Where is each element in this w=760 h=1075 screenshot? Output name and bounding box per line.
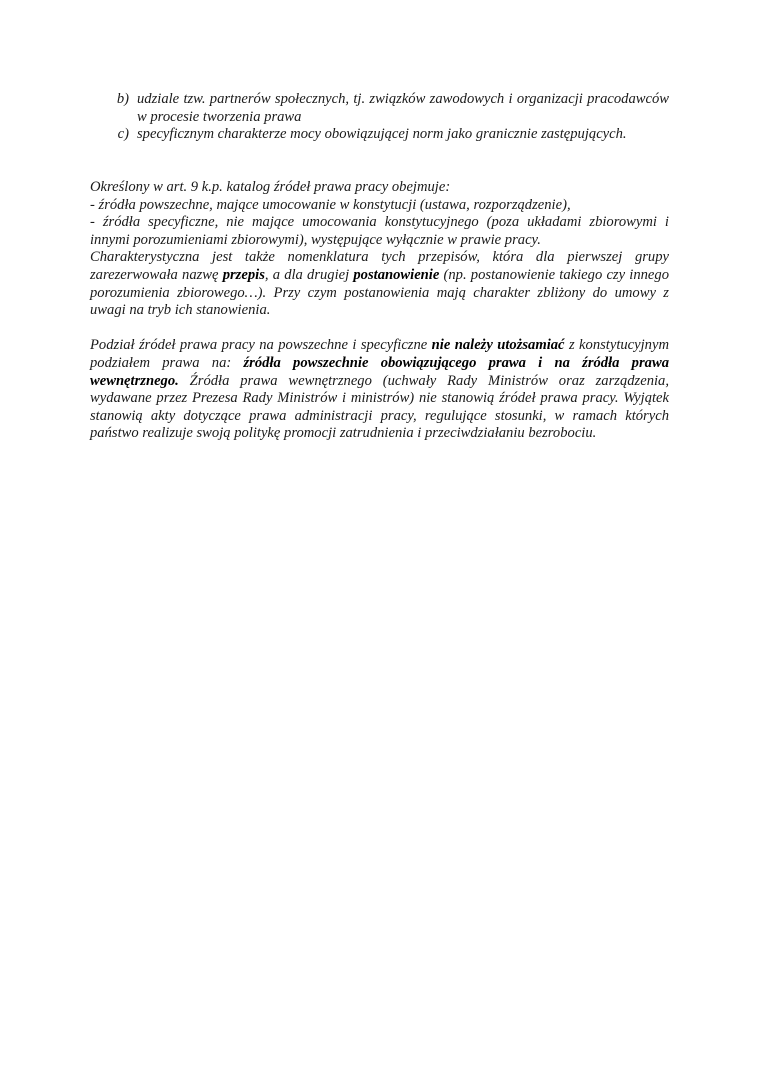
list-marker: c) <box>117 126 129 143</box>
lettered-list <box>90 91 669 144</box>
sources-catalog-paragraph <box>90 179 669 320</box>
term-postanowienie: postanowienie <box>353 266 440 283</box>
general-sources-line: - źródła powszechne, mające umocowanie w konstytucji (ustawa, rozporządzenie), <box>90 196 571 213</box>
list-item-text: udziale tzw. partnerów społecznych, tj. związków zawodowych i organizacji pracodawców w procesie tworzenia prawa <box>137 91 669 125</box>
nomenclature-text <box>90 249 669 319</box>
specific-sources-line: - źródła specyficzne, nie mające umocowania konstytucyjnego (poza układami zbiorowymi i innymi porozumieniami zbiorowymi), występujące wyłącznie w prawie pracy. <box>90 214 669 248</box>
list-marker: b) <box>116 91 129 107</box>
nomenclature-text-c: (np. postanowienie takiego czy innego porozumienia zbiorowego…). Przy czym postanowienia mają charakter zbliżony do umowy z uwagi na tryb ich stanowienia. <box>90 266 669 319</box>
emphasis-not-equate: nie należy utożsamiać <box>431 337 565 354</box>
list-item <box>90 91 669 126</box>
emphasis-law-sources: źródła powszechnie obowiązującego prawa i na źródła prawa wewnętrznego. <box>90 354 669 389</box>
division-paragraph <box>90 337 669 443</box>
nomenclature-text-b: , a dla drugiej <box>264 266 354 283</box>
document-content <box>90 91 669 443</box>
list-item-text: specyficznym charakterze mocy obowiązującej norm jako granicznie zastępujących. <box>137 126 627 143</box>
nomenclature-text-a: Charakterystyczna jest także nomenklatura tych przepisów, która dla pierwszej grupy zarezerwowała nazwę <box>90 249 669 283</box>
paragraph-spacer <box>90 161 669 179</box>
catalog-intro-line: Określony w art. 9 k.p. katalog źródeł prawa pracy obejmuje: <box>90 178 451 195</box>
paragraph-spacer <box>90 320 669 338</box>
division-text-b: z konstytucyjnym podziałem prawa na: <box>90 337 669 371</box>
division-text-c: Źródła prawa wewnętrznego (uchwały Rady Ministrów oraz zarządzenia, wydawane przez Prezesa Rady Ministrów i ministrów) nie stanowią źródeł prawa pracy. Wyjątek stanowią akty dotyczące prawa administracji pracy, regulujące stosunki, w ramach których państwo realizuje swoją politykę promocji zatrudnienia i przeciwdziałaniu bezrobociu. <box>90 372 669 442</box>
list-item <box>90 126 669 144</box>
term-przepis: przepis <box>222 266 265 283</box>
division-text-a: Podział źródeł prawa pracy na powszechne i specyficzne <box>90 337 432 354</box>
